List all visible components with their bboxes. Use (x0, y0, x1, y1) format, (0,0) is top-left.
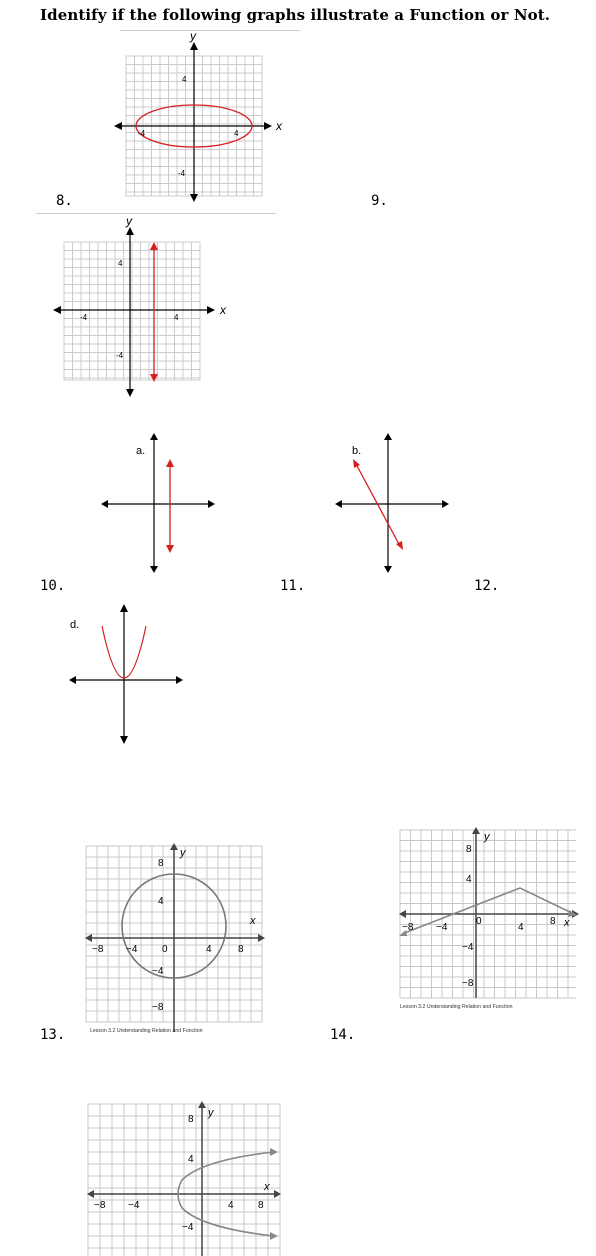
graph-inverted-v (396, 826, 582, 1016)
tick-label: −8 (94, 1200, 106, 1211)
y-axis-label: y (180, 847, 186, 859)
item-number-14: 14. (330, 1027, 356, 1043)
graph-label: a. (136, 445, 146, 457)
graph-a (96, 430, 220, 576)
x-axis-label: x (250, 915, 256, 927)
item-number-10: 10. (40, 578, 66, 594)
tick-label: 8 (258, 1200, 264, 1211)
tick-label: -4 (80, 313, 88, 322)
tick-label: 4 (206, 944, 212, 955)
tick-label: −4 (152, 966, 164, 977)
tick-label: 4 (234, 129, 239, 138)
item-number-13: 13. (40, 1027, 66, 1043)
caption: Lesson 3.2 Understanding Relation and Function (400, 1004, 513, 1010)
tick-label: 4 (158, 896, 164, 907)
tick-label: 4 (182, 75, 187, 84)
graph-circle (82, 842, 268, 1038)
tick-label: −8 (462, 978, 474, 989)
y-axis-label: y (484, 831, 490, 843)
graph-label: d. (70, 619, 80, 631)
tick-label: -4 (138, 129, 146, 138)
x-axis-label: x (264, 1181, 270, 1193)
x-axis-label: x (220, 303, 226, 317)
tick-label: -4 (116, 351, 124, 360)
tick-label: 8 (550, 916, 556, 927)
tick-label: −4 (128, 1200, 140, 1211)
graph-b (330, 430, 454, 576)
tick-label: 4 (518, 922, 524, 933)
item-number-12: 12. (474, 578, 500, 594)
graph-d (64, 600, 188, 746)
y-axis-label: y (190, 30, 196, 43)
tick-label: 4 (174, 313, 179, 322)
tick-label: 0 (162, 944, 168, 955)
item-number-9: 9. (371, 193, 388, 209)
tick-label: 8 (188, 1114, 194, 1125)
tick-label: 8 (466, 844, 472, 855)
tick-label: 4 (466, 874, 472, 885)
tick-label: −4 (436, 922, 448, 933)
tick-label: -4 (178, 169, 186, 178)
x-axis-label: x (276, 119, 282, 133)
item-number-11: 11. (280, 578, 306, 594)
tick-label: 8 (158, 858, 164, 869)
tick-label: 4 (228, 1200, 234, 1211)
tick-label: 4 (188, 1154, 194, 1165)
tick-label: 4 (118, 259, 123, 268)
x-axis-label: x (564, 917, 570, 929)
tick-label: −4 (462, 942, 474, 953)
tick-label: 8 (238, 944, 244, 955)
y-axis-label: y (208, 1107, 214, 1119)
tick-label: −8 (152, 1002, 164, 1013)
y-axis-label: y (126, 214, 132, 228)
graph-label: b. (352, 445, 362, 457)
graph-ellipse (108, 30, 288, 210)
graph-sideways-parabola (84, 1100, 284, 1256)
tick-label: −4 (126, 944, 138, 955)
tick-label: 0 (476, 916, 482, 927)
caption: Lesson 3.2 Understanding Relation and Function (90, 1028, 203, 1034)
tick-label: −8 (92, 944, 104, 955)
tick-label: −4 (182, 1222, 194, 1233)
worksheet-title: Identify if the following graphs illustrate a Function or Not. (40, 6, 551, 24)
tick-label: −8 (402, 922, 414, 933)
item-number-8: 8. (56, 193, 73, 209)
graph-vertical-line (50, 214, 240, 404)
